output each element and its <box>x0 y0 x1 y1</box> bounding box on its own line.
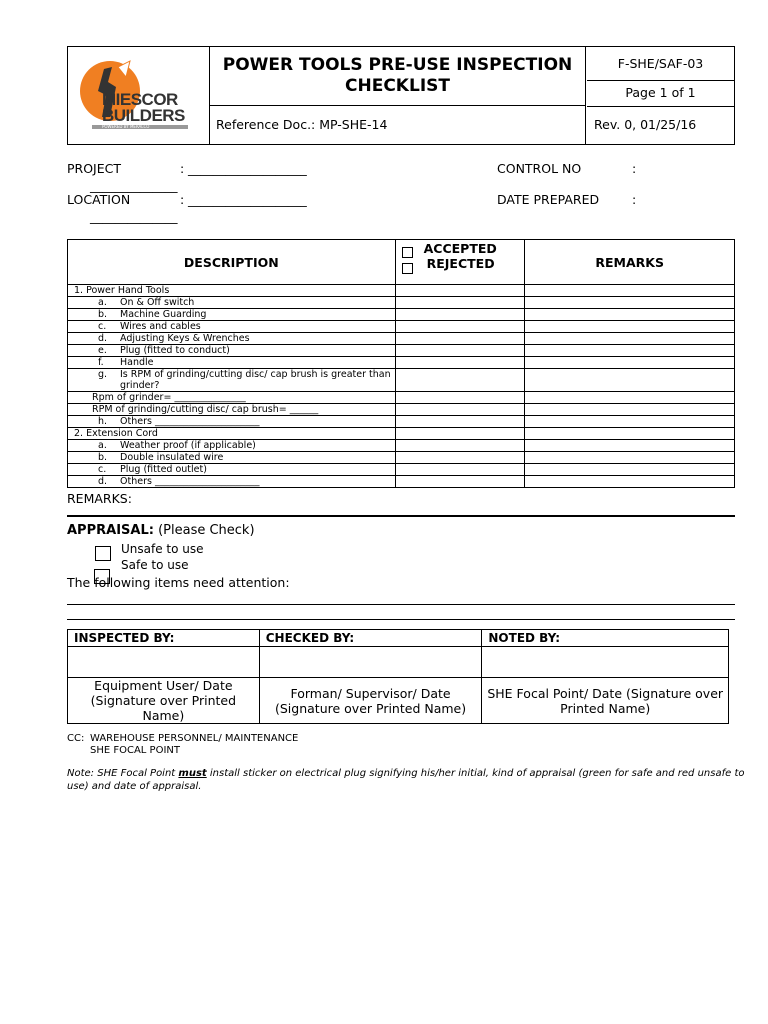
table-row <box>68 416 735 428</box>
unsafe-option-label: Unsafe to use <box>121 542 204 556</box>
reference-doc: Reference Doc.: MP-SHE-14 <box>210 106 586 144</box>
form-code: F-SHE/SAF-03 <box>587 47 734 81</box>
logo-subtext: POWERED BY MERALCO <box>102 124 150 129</box>
row-text: Others ______________________ <box>120 416 260 427</box>
noted-signature-field[interactable] <box>482 647 729 678</box>
row-text: On & Off switch <box>120 297 195 308</box>
appraisal-heading <box>67 523 255 538</box>
row-description <box>68 357 396 369</box>
control-no-colon: : <box>632 161 637 176</box>
location-colon: : <box>180 192 185 207</box>
row-status-cell[interactable] <box>395 297 525 309</box>
signature-caption-row <box>68 678 729 724</box>
attention-label: The following items need attention: <box>67 575 290 590</box>
row-text: 2. Extension Cord <box>74 428 158 439</box>
row-description <box>68 297 396 309</box>
row-status-cell[interactable] <box>395 309 525 321</box>
inspected-by-label: INSPECTED BY: <box>68 630 260 647</box>
form-header <box>67 46 735 145</box>
table-row <box>68 476 735 488</box>
row-status-cell[interactable] <box>395 404 525 416</box>
accepted-checkbox-icon <box>402 247 413 258</box>
row-description <box>68 369 396 392</box>
table-row <box>68 452 735 464</box>
noted-by-label: NOTED BY: <box>482 630 729 647</box>
signature-header-row <box>68 630 729 647</box>
location-input[interactable]: ___________________ <box>188 192 307 207</box>
table-row <box>68 285 735 297</box>
rejected-checkbox-icon <box>402 263 413 274</box>
inspection-checklist-table <box>67 239 735 488</box>
row-letter: c. <box>98 321 107 332</box>
logo-word-1: MIESCOR <box>102 90 178 109</box>
row-description <box>68 345 396 357</box>
row-description <box>68 392 396 404</box>
row-text: 1. Power Hand Tools <box>74 285 170 296</box>
table-row <box>68 464 735 476</box>
row-description <box>68 321 396 333</box>
accepted-label: ACCEPTED <box>423 241 497 256</box>
row-status-cell[interactable] <box>395 416 525 428</box>
table-row <box>68 345 735 357</box>
logo-word-2: BUILDERS <box>102 106 185 125</box>
project-input-continued[interactable]: ______________ <box>90 178 178 193</box>
document-title: POWER TOOLS PRE-USE INSPECTION CHECKLIST <box>210 47 586 106</box>
row-text: Is RPM of grinding/cutting disc/ cap brush is greater than grinder? <box>120 369 391 391</box>
accepted-rejected-header <box>395 240 525 285</box>
row-text: Weather proof (if applicable) <box>120 440 256 451</box>
row-remarks-cell[interactable] <box>525 476 735 488</box>
row-remarks-cell[interactable] <box>525 285 735 297</box>
row-letter: d. <box>98 333 108 344</box>
row-text: Plug (fitted outlet) <box>120 464 207 475</box>
table-row <box>68 440 735 452</box>
cc-line-1: WAREHOUSE PERSONNEL/ MAINTENANCE <box>90 733 299 744</box>
row-text: Double insulated wire <box>120 452 224 463</box>
rejected-label: REJECTED <box>426 256 495 271</box>
cc-line-2: SHE FOCAL POINT <box>90 745 180 756</box>
signature-table <box>67 629 729 724</box>
row-remarks-cell[interactable] <box>525 464 735 476</box>
table-header-row <box>68 240 735 285</box>
row-description <box>68 428 396 440</box>
note-emphasis: must <box>178 768 207 779</box>
note-text: install sticker on electrical plug signifying his/her initial, kind of appraisal (green for safe and red unsafe to use) and date of appraisal. <box>67 768 745 792</box>
row-description <box>68 404 396 416</box>
row-remarks-cell[interactable] <box>525 297 735 309</box>
row-text: Handle <box>120 357 154 368</box>
date-prepared-label: DATE PREPARED <box>497 192 600 207</box>
row-description <box>68 464 396 476</box>
row-remarks-cell[interactable] <box>525 345 735 357</box>
row-remarks-cell[interactable] <box>525 416 735 428</box>
page-number: Page 1 of 1 <box>587 80 734 107</box>
row-description <box>68 285 396 297</box>
table-row <box>68 428 735 440</box>
row-remarks-cell[interactable] <box>525 452 735 464</box>
row-letter: a. <box>98 440 107 451</box>
table-row <box>68 404 735 416</box>
date-prepared-colon: : <box>632 192 637 207</box>
row-remarks-cell[interactable] <box>525 404 735 416</box>
row-status-cell[interactable] <box>395 333 525 345</box>
row-description <box>68 333 396 345</box>
row-description <box>68 476 396 488</box>
control-no-label: CONTROL NO <box>497 161 582 176</box>
checked-by-label: CHECKED BY: <box>259 630 482 647</box>
note-prefix: Note: SHE Focal Point <box>67 768 176 779</box>
row-text: Wires and cables <box>120 321 201 332</box>
row-description <box>68 452 396 464</box>
noted-caption: SHE Focal Point/ Date (Signature over Printed Name) <box>482 678 729 724</box>
row-text: Plug (fitted to conduct) <box>120 345 230 356</box>
revision: Rev. 0, 01/25/16 <box>594 117 697 132</box>
row-remarks-cell[interactable] <box>525 309 735 321</box>
location-label: LOCATION <box>67 192 131 207</box>
location-input-continued[interactable]: ______________ <box>90 209 178 224</box>
table-row <box>68 297 735 309</box>
row-remarks-cell[interactable] <box>525 392 735 404</box>
row-letter: d. <box>98 476 108 487</box>
attention-line-2[interactable] <box>67 619 735 620</box>
row-letter: a. <box>98 297 107 308</box>
appraisal-hint: (Please Check) <box>158 523 255 538</box>
row-status-cell[interactable] <box>395 392 525 404</box>
table-row <box>68 321 735 333</box>
row-description <box>68 416 396 428</box>
row-description <box>68 309 396 321</box>
remarks-label: REMARKS: <box>67 491 132 506</box>
row-text: RPM of grinding/cutting disc/ cap brush= ______ <box>92 404 319 415</box>
description-header: DESCRIPTION <box>68 240 396 285</box>
row-letter: f. <box>98 357 104 368</box>
row-status-cell[interactable] <box>395 428 525 440</box>
remarks-header: REMARKS <box>525 240 735 285</box>
row-letter: g. <box>98 369 108 380</box>
project-input[interactable]: ___________________ <box>188 161 307 176</box>
row-letter: e. <box>98 345 107 356</box>
row-status-cell[interactable] <box>395 452 525 464</box>
row-remarks-cell[interactable] <box>525 357 735 369</box>
checked-signature-field[interactable] <box>259 647 482 678</box>
company-logo <box>68 47 210 144</box>
row-remarks-cell[interactable] <box>525 333 735 345</box>
inspected-caption: Equipment User/ Date (Signature over Printed Name) <box>68 678 260 724</box>
cc-label: CC: <box>67 733 85 744</box>
row-status-cell[interactable] <box>395 476 525 488</box>
table-row <box>68 369 735 392</box>
project-colon: : <box>180 161 185 176</box>
row-status-cell[interactable] <box>395 357 525 369</box>
inspected-signature-field[interactable] <box>68 647 260 678</box>
row-letter: b. <box>98 309 108 320</box>
row-status-cell[interactable] <box>395 321 525 333</box>
row-letter: h. <box>98 416 108 427</box>
table-row <box>68 309 735 321</box>
row-status-cell[interactable] <box>395 345 525 357</box>
row-status-cell[interactable] <box>395 440 525 452</box>
project-label: PROJECT <box>67 161 122 176</box>
unsafe-checkbox[interactable] <box>95 546 111 561</box>
footer-note <box>67 767 747 793</box>
row-status-cell[interactable] <box>395 369 525 392</box>
row-letter: c. <box>98 464 107 475</box>
row-remarks-cell[interactable] <box>525 321 735 333</box>
row-description <box>68 440 396 452</box>
signature-space-row <box>68 647 729 678</box>
safe-option-label: Safe to use <box>121 558 189 572</box>
table-row <box>68 333 735 345</box>
attention-line-1[interactable] <box>67 604 735 605</box>
row-status-cell[interactable] <box>395 464 525 476</box>
row-remarks-cell[interactable] <box>525 369 735 392</box>
row-text: Adjusting Keys & Wrenches <box>120 333 250 344</box>
table-row <box>68 357 735 369</box>
row-letter: b. <box>98 452 108 463</box>
table-row <box>68 392 735 404</box>
row-remarks-cell[interactable] <box>525 428 735 440</box>
row-remarks-cell[interactable] <box>525 440 735 452</box>
section-divider <box>67 515 735 517</box>
row-status-cell[interactable] <box>395 285 525 297</box>
appraisal-label: APPRAISAL: <box>67 523 154 538</box>
row-text: Machine Guarding <box>120 309 207 320</box>
row-text: Others ______________________ <box>120 476 260 487</box>
row-text: Rpm of grinder= _______________ <box>92 392 246 403</box>
checked-caption: Forman/ Supervisor/ Date (Signature over Printed Name) <box>259 678 482 724</box>
